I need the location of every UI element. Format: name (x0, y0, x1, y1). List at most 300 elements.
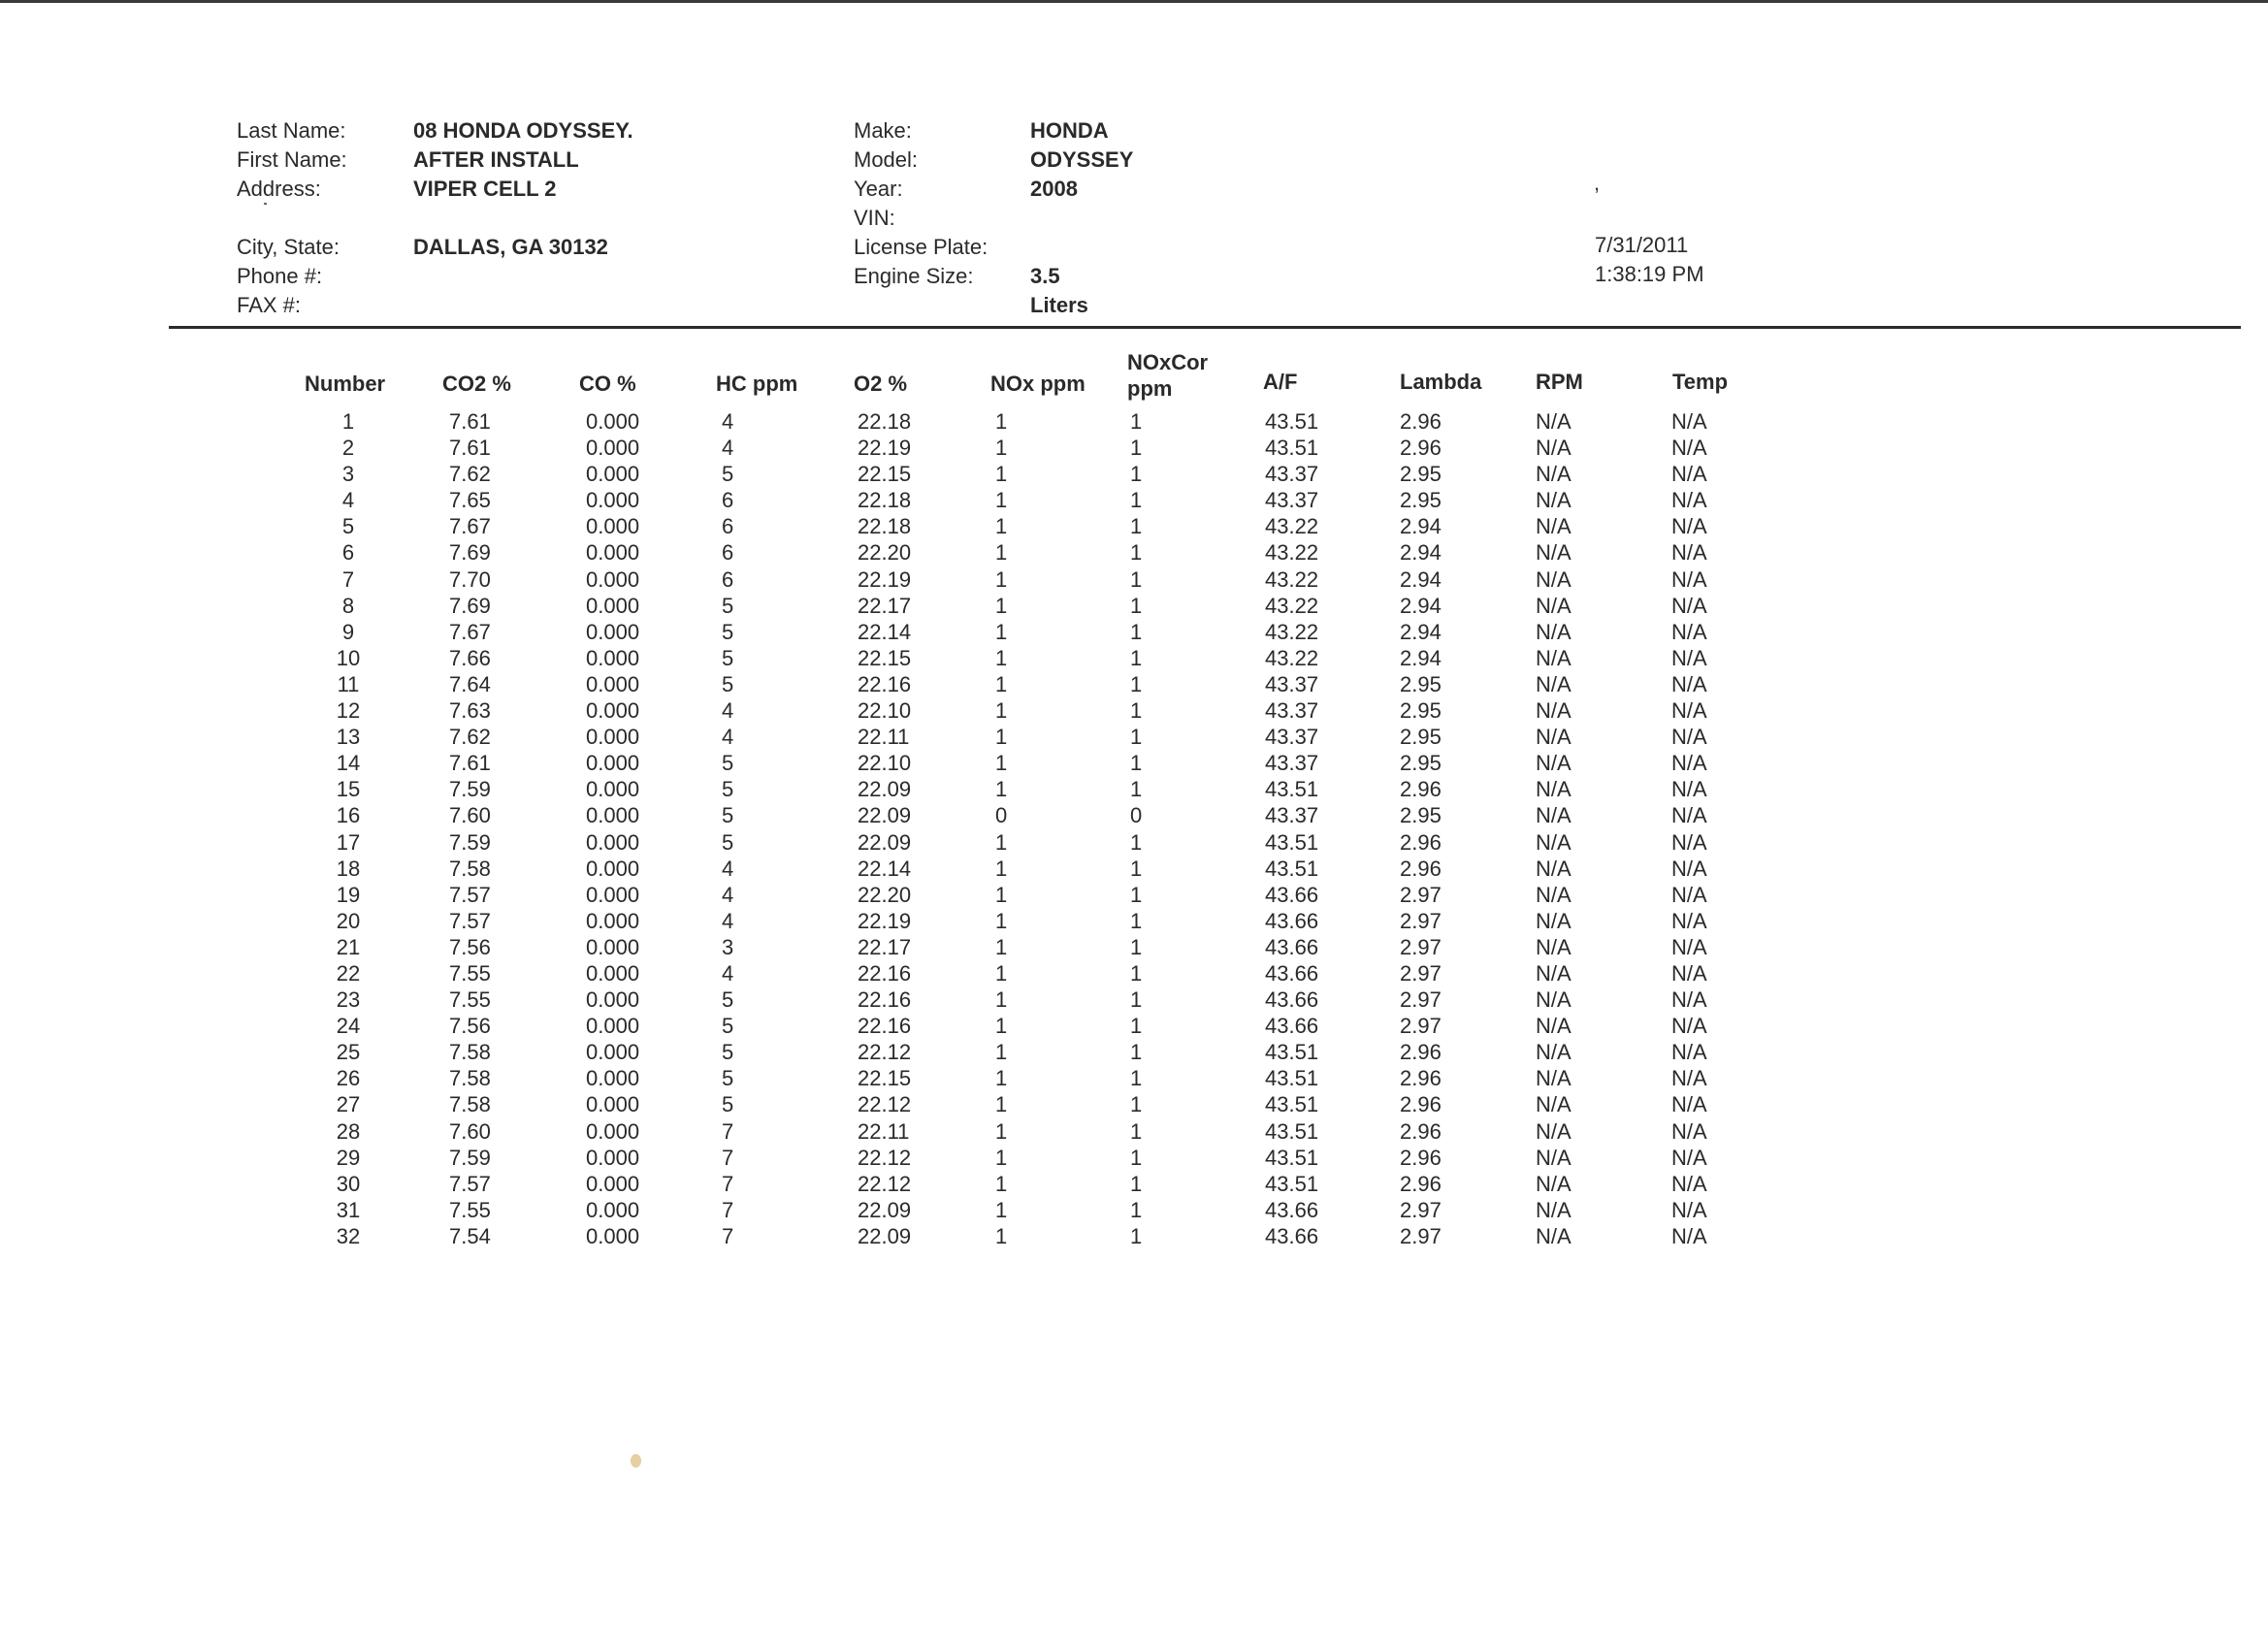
cell-co: 0.000 (586, 803, 640, 828)
cell-rpm: N/A (1536, 514, 1571, 539)
cell-number: 24 (336, 1014, 361, 1039)
cell-co: 0.000 (586, 462, 640, 487)
cell-nox: 1 (995, 566, 1008, 592)
cell-af: 43.51 (1265, 1066, 1319, 1091)
cell-co2: 7.57 (449, 1171, 491, 1196)
cell-o2: 22.14 (858, 619, 912, 644)
cell-af: 43.66 (1265, 960, 1319, 986)
cell-temp: N/A (1671, 645, 1707, 670)
table-row (0, 697, 2268, 724)
cell-o2: 22.09 (858, 829, 912, 855)
cell-co: 0.000 (586, 960, 640, 986)
cell-o2: 22.09 (858, 1197, 912, 1222)
cell-hc: 5 (722, 1040, 734, 1065)
cell-noxcor: 1 (1130, 566, 1143, 592)
cell-o2: 22.10 (858, 698, 912, 724)
cell-co: 0.000 (586, 1092, 640, 1117)
cell-co2: 7.59 (449, 1145, 491, 1170)
cell-hc: 7 (722, 1171, 734, 1196)
cell-o2: 22.20 (858, 882, 912, 907)
cell-lambda: 2.96 (1400, 1118, 1442, 1144)
cell-nox: 1 (995, 619, 1008, 644)
cell-temp: N/A (1671, 514, 1707, 539)
cell-af: 43.51 (1265, 1118, 1319, 1144)
license-plate-label: License Plate: (854, 235, 988, 259)
cell-nox: 1 (995, 593, 1008, 618)
cell-temp: N/A (1671, 1014, 1707, 1039)
cell-co2: 7.62 (449, 725, 491, 750)
cell-noxcor: 1 (1130, 698, 1143, 724)
cell-rpm: N/A (1536, 987, 1571, 1013)
cell-af: 43.51 (1265, 1171, 1319, 1196)
cell-lambda: 2.97 (1400, 934, 1442, 959)
cell-noxcor: 1 (1130, 1118, 1143, 1144)
cell-temp: N/A (1671, 593, 1707, 618)
cell-temp: N/A (1671, 671, 1707, 696)
table-row (0, 1171, 2268, 1197)
table-row (0, 856, 2268, 882)
cell-rpm: N/A (1536, 645, 1571, 670)
cell-noxcor: 1 (1130, 1040, 1143, 1065)
cell-nox: 0 (995, 803, 1008, 828)
cell-hc: 5 (722, 803, 734, 828)
cell-nox: 1 (995, 1040, 1008, 1065)
cell-hc: 4 (722, 698, 734, 724)
cell-lambda: 2.96 (1400, 856, 1442, 881)
cell-hc: 7 (722, 1223, 734, 1248)
cell-number: 19 (336, 882, 361, 907)
cell-number: 15 (336, 777, 361, 802)
cell-co: 0.000 (586, 619, 640, 644)
cell-o2: 22.17 (858, 934, 912, 959)
cell-co2: 7.61 (449, 751, 491, 776)
cell-lambda: 2.97 (1400, 1014, 1442, 1039)
cell-co: 0.000 (586, 698, 640, 724)
cell-temp: N/A (1671, 436, 1707, 461)
fax-label: FAX #: (237, 293, 302, 317)
table-row (0, 776, 2268, 802)
cell-hc: 5 (722, 1092, 734, 1117)
cell-lambda: 2.97 (1400, 1197, 1442, 1222)
table-row (0, 435, 2268, 461)
cell-o2: 22.09 (858, 777, 912, 802)
cell-nox: 1 (995, 829, 1008, 855)
cell-af: 43.66 (1265, 1197, 1319, 1222)
cell-o2: 22.16 (858, 987, 912, 1013)
cell-noxcor: 1 (1130, 934, 1143, 959)
cell-nox: 1 (995, 1118, 1008, 1144)
cell-hc: 5 (722, 1014, 734, 1039)
table-row (0, 593, 2268, 619)
cell-hc: 5 (722, 829, 734, 855)
table-row (0, 724, 2268, 750)
report-date: 7/31/2011 (1595, 233, 1689, 257)
table-row (0, 1223, 2268, 1249)
cell-co2: 7.70 (449, 566, 491, 592)
cell-af: 43.37 (1265, 671, 1319, 696)
cell-co: 0.000 (586, 908, 640, 933)
cell-rpm: N/A (1536, 436, 1571, 461)
cell-temp: N/A (1671, 409, 1707, 434)
cell-number: 22 (336, 960, 361, 986)
make-value: HONDA (1030, 118, 1109, 143)
cell-co: 0.000 (586, 934, 640, 959)
cell-co2: 7.56 (449, 934, 491, 959)
cell-co: 0.000 (586, 566, 640, 592)
cell-o2: 22.16 (858, 1014, 912, 1039)
cell-co: 0.000 (586, 540, 640, 566)
cell-noxcor: 1 (1130, 987, 1143, 1013)
cell-rpm: N/A (1536, 751, 1571, 776)
cell-lambda: 2.97 (1400, 882, 1442, 907)
cell-lambda: 2.95 (1400, 698, 1442, 724)
cell-af: 43.22 (1265, 566, 1319, 592)
table-row (0, 1091, 2268, 1117)
cell-temp: N/A (1671, 698, 1707, 724)
cell-co2: 7.64 (449, 671, 491, 696)
cell-co: 0.000 (586, 1040, 640, 1065)
cell-o2: 22.18 (858, 488, 912, 513)
cell-lambda: 2.94 (1400, 619, 1442, 644)
table-row (0, 487, 2268, 513)
cell-number: 12 (336, 698, 361, 724)
cell-nox: 1 (995, 1197, 1008, 1222)
cell-temp: N/A (1671, 960, 1707, 986)
cell-o2: 22.19 (858, 566, 912, 592)
cell-lambda: 2.94 (1400, 566, 1442, 592)
cell-number: 7 (341, 566, 355, 592)
table-row (0, 408, 2268, 435)
cell-noxcor: 1 (1130, 593, 1143, 618)
table-row (0, 908, 2268, 934)
cell-af: 43.37 (1265, 803, 1319, 828)
cell-co: 0.000 (586, 1066, 640, 1091)
cell-co2: 7.66 (449, 645, 491, 670)
cell-af: 43.66 (1265, 1014, 1319, 1039)
table-row (0, 513, 2268, 539)
cell-o2: 22.12 (858, 1092, 912, 1117)
cell-af: 43.37 (1265, 488, 1319, 513)
cell-noxcor: 1 (1130, 829, 1143, 855)
cell-rpm: N/A (1536, 593, 1571, 618)
cell-co2: 7.56 (449, 1014, 491, 1039)
cell-number: 6 (341, 540, 355, 566)
cell-rpm: N/A (1536, 1092, 1571, 1117)
cell-af: 43.66 (1265, 908, 1319, 933)
cell-number: 2 (341, 436, 355, 461)
cell-co: 0.000 (586, 1014, 640, 1039)
cell-hc: 5 (722, 593, 734, 618)
cell-number: 1 (341, 409, 355, 434)
col-header-o2: O2 % (854, 372, 908, 396)
first-name-label: First Name: (237, 147, 347, 172)
cell-lambda: 2.97 (1400, 908, 1442, 933)
cell-number: 28 (336, 1118, 361, 1144)
cell-af: 43.22 (1265, 645, 1319, 670)
first-name-value: AFTER INSTALL (413, 147, 579, 172)
cell-nox: 1 (995, 987, 1008, 1013)
cell-hc: 7 (722, 1118, 734, 1144)
cell-af: 43.51 (1265, 1040, 1319, 1065)
cell-co2: 7.62 (449, 462, 491, 487)
table-row (0, 1197, 2268, 1223)
table-row (0, 1145, 2268, 1171)
cell-co2: 7.58 (449, 1092, 491, 1117)
cell-af: 43.37 (1265, 698, 1319, 724)
model-value: ODYSSEY (1030, 147, 1134, 172)
cell-lambda: 2.96 (1400, 1092, 1442, 1117)
cell-co2: 7.61 (449, 409, 491, 434)
cell-nox: 1 (995, 725, 1008, 750)
cell-co2: 7.55 (449, 960, 491, 986)
cell-hc: 5 (722, 1066, 734, 1091)
cell-noxcor: 1 (1130, 409, 1143, 434)
cell-co2: 7.58 (449, 856, 491, 881)
cell-rpm: N/A (1536, 462, 1571, 487)
cell-hc: 7 (722, 1197, 734, 1222)
cell-nox: 1 (995, 488, 1008, 513)
cell-number: 18 (336, 856, 361, 881)
cell-hc: 5 (722, 645, 734, 670)
cell-number: 16 (336, 803, 361, 828)
table-row (0, 1118, 2268, 1145)
cell-co2: 7.59 (449, 777, 491, 802)
cell-co2: 7.57 (449, 882, 491, 907)
table-row (0, 539, 2268, 566)
cell-rpm: N/A (1536, 1171, 1571, 1196)
cell-rpm: N/A (1536, 488, 1571, 513)
cell-lambda: 2.96 (1400, 1171, 1442, 1196)
cell-co: 0.000 (586, 1171, 640, 1196)
cell-af: 43.51 (1265, 436, 1319, 461)
cell-lambda: 2.95 (1400, 725, 1442, 750)
cell-co: 0.000 (586, 436, 640, 461)
cell-co: 0.000 (586, 987, 640, 1013)
cell-rpm: N/A (1536, 803, 1571, 828)
cell-nox: 1 (995, 540, 1008, 566)
cell-lambda: 2.94 (1400, 514, 1442, 539)
cell-co2: 7.60 (449, 1118, 491, 1144)
cell-lambda: 2.94 (1400, 540, 1442, 566)
cell-co: 0.000 (586, 829, 640, 855)
cell-number: 4 (341, 488, 355, 513)
cell-noxcor: 1 (1130, 1223, 1143, 1248)
table-row (0, 619, 2268, 645)
cell-lambda: 2.96 (1400, 1040, 1442, 1065)
cell-noxcor: 1 (1130, 619, 1143, 644)
cell-lambda: 2.96 (1400, 409, 1442, 434)
cell-co2: 7.54 (449, 1223, 491, 1248)
cell-co2: 7.63 (449, 698, 491, 724)
cell-temp: N/A (1671, 619, 1707, 644)
cell-lambda: 2.96 (1400, 829, 1442, 855)
cell-temp: N/A (1671, 1145, 1707, 1170)
cell-temp: N/A (1671, 1066, 1707, 1091)
cell-nox: 1 (995, 1014, 1008, 1039)
cell-o2: 22.11 (858, 725, 910, 750)
cell-hc: 5 (722, 619, 734, 644)
cell-co2: 7.60 (449, 803, 491, 828)
cell-rpm: N/A (1536, 698, 1571, 724)
cell-o2: 22.16 (858, 960, 912, 986)
cell-lambda: 2.96 (1400, 1066, 1442, 1091)
cell-rpm: N/A (1536, 1040, 1571, 1065)
cell-af: 43.37 (1265, 751, 1319, 776)
cell-temp: N/A (1671, 462, 1707, 487)
cell-co: 0.000 (586, 488, 640, 513)
report-time: 1:38:19 PM (1595, 262, 1704, 286)
col-header-co: CO % (579, 372, 636, 396)
cell-rpm: N/A (1536, 908, 1571, 933)
cell-hc: 6 (722, 566, 734, 592)
table-row (0, 986, 2268, 1013)
table-row (0, 829, 2268, 856)
cell-number: 23 (336, 987, 361, 1013)
cell-rpm: N/A (1536, 1197, 1571, 1222)
cell-nox: 1 (995, 882, 1008, 907)
cell-af: 43.51 (1265, 856, 1319, 881)
cell-o2: 22.18 (858, 514, 912, 539)
table-row (0, 1039, 2268, 1065)
city-state-value: DALLAS, GA 30132 (413, 235, 608, 259)
cell-number: 14 (336, 751, 361, 776)
cell-temp: N/A (1671, 856, 1707, 881)
cell-hc: 5 (722, 671, 734, 696)
cell-noxcor: 0 (1130, 803, 1143, 828)
col-header-number: Number (305, 372, 386, 396)
cell-noxcor: 1 (1130, 514, 1143, 539)
cell-co2: 7.57 (449, 908, 491, 933)
cell-co: 0.000 (586, 1118, 640, 1144)
cell-rpm: N/A (1536, 1066, 1571, 1091)
cell-hc: 4 (722, 725, 734, 750)
cell-af: 43.66 (1265, 882, 1319, 907)
cell-co2: 7.59 (449, 829, 491, 855)
cell-lambda: 2.94 (1400, 645, 1442, 670)
cell-noxcor: 1 (1130, 725, 1143, 750)
cell-hc: 6 (722, 540, 734, 566)
cell-lambda: 2.95 (1400, 803, 1442, 828)
cell-lambda: 2.95 (1400, 671, 1442, 696)
cell-number: 25 (336, 1040, 361, 1065)
cell-co2: 7.58 (449, 1040, 491, 1065)
model-label: Model: (854, 147, 919, 172)
cell-af: 43.22 (1265, 514, 1319, 539)
cell-co: 0.000 (586, 1197, 640, 1222)
cell-o2: 22.20 (858, 540, 912, 566)
cell-hc: 4 (722, 409, 734, 434)
col-header-co2: CO2 % (442, 372, 511, 396)
cell-rpm: N/A (1536, 1145, 1571, 1170)
cell-co: 0.000 (586, 882, 640, 907)
col-header-noxcor-line2: ppm (1127, 376, 1173, 401)
cell-nox: 1 (995, 1223, 1008, 1248)
cell-nox: 1 (995, 1145, 1008, 1170)
cell-af: 43.22 (1265, 593, 1319, 618)
cell-number: 26 (336, 1066, 361, 1091)
cell-co: 0.000 (586, 514, 640, 539)
cell-nox: 1 (995, 462, 1008, 487)
cell-number: 10 (336, 645, 361, 670)
cell-rpm: N/A (1536, 1014, 1571, 1039)
cell-hc: 4 (722, 882, 734, 907)
vin-label: VIN: (854, 206, 895, 230)
cell-lambda: 2.97 (1400, 987, 1442, 1013)
year-label: Year: (854, 177, 903, 201)
phone-label: Phone #: (237, 264, 323, 288)
cell-temp: N/A (1671, 566, 1707, 592)
cell-number: 21 (336, 934, 361, 959)
cell-noxcor: 1 (1130, 540, 1143, 566)
cell-number: 3 (341, 462, 355, 487)
address-label: Address: (237, 177, 321, 201)
cell-lambda: 2.96 (1400, 1145, 1442, 1170)
cell-rpm: N/A (1536, 856, 1571, 881)
cell-rpm: N/A (1536, 1118, 1571, 1144)
cell-o2: 22.16 (858, 671, 912, 696)
cell-af: 43.66 (1265, 1223, 1319, 1248)
cell-co: 0.000 (586, 751, 640, 776)
cell-af: 43.37 (1265, 462, 1319, 487)
cell-co2: 7.69 (449, 593, 491, 618)
cell-noxcor: 1 (1130, 751, 1143, 776)
cell-o2: 22.14 (858, 856, 912, 881)
cell-noxcor: 1 (1130, 488, 1143, 513)
cell-rpm: N/A (1536, 566, 1571, 592)
cell-lambda: 2.97 (1400, 960, 1442, 986)
cell-nox: 1 (995, 777, 1008, 802)
cell-number: 9 (341, 619, 355, 644)
cell-af: 43.66 (1265, 934, 1319, 959)
cell-number: 8 (341, 593, 355, 618)
cell-co: 0.000 (586, 856, 640, 881)
cell-number: 11 (337, 671, 360, 696)
make-label: Make: (854, 118, 912, 143)
cell-number: 29 (336, 1145, 361, 1170)
cell-nox: 1 (995, 856, 1008, 881)
cell-hc: 5 (722, 777, 734, 802)
cell-rpm: N/A (1536, 671, 1571, 696)
cell-lambda: 2.97 (1400, 1223, 1442, 1248)
cell-af: 43.66 (1265, 987, 1319, 1013)
cell-co2: 7.67 (449, 619, 491, 644)
city-state-label: City, State: (237, 235, 340, 259)
cell-rpm: N/A (1536, 540, 1571, 566)
table-row (0, 645, 2268, 671)
engine-size-unit: Liters (1030, 293, 1088, 317)
cell-temp: N/A (1671, 777, 1707, 802)
cell-co: 0.000 (586, 1223, 640, 1248)
last-name-label: Last Name: (237, 118, 346, 143)
header-divider (169, 326, 2241, 329)
cell-co2: 7.67 (449, 514, 491, 539)
cell-co2: 7.55 (449, 987, 491, 1013)
cell-number: 31 (336, 1197, 361, 1222)
cell-lambda: 2.96 (1400, 777, 1442, 802)
cell-af: 43.51 (1265, 777, 1319, 802)
cell-noxcor: 1 (1130, 1145, 1143, 1170)
cell-noxcor: 1 (1130, 777, 1143, 802)
cell-o2: 22.18 (858, 409, 912, 434)
cell-co: 0.000 (586, 1145, 640, 1170)
table-row (0, 802, 2268, 828)
cell-hc: 4 (722, 960, 734, 986)
cell-co2: 7.55 (449, 1197, 491, 1222)
cell-o2: 22.12 (858, 1171, 912, 1196)
cell-temp: N/A (1671, 1197, 1707, 1222)
cell-number: 13 (336, 725, 361, 750)
cell-temp: N/A (1671, 908, 1707, 933)
